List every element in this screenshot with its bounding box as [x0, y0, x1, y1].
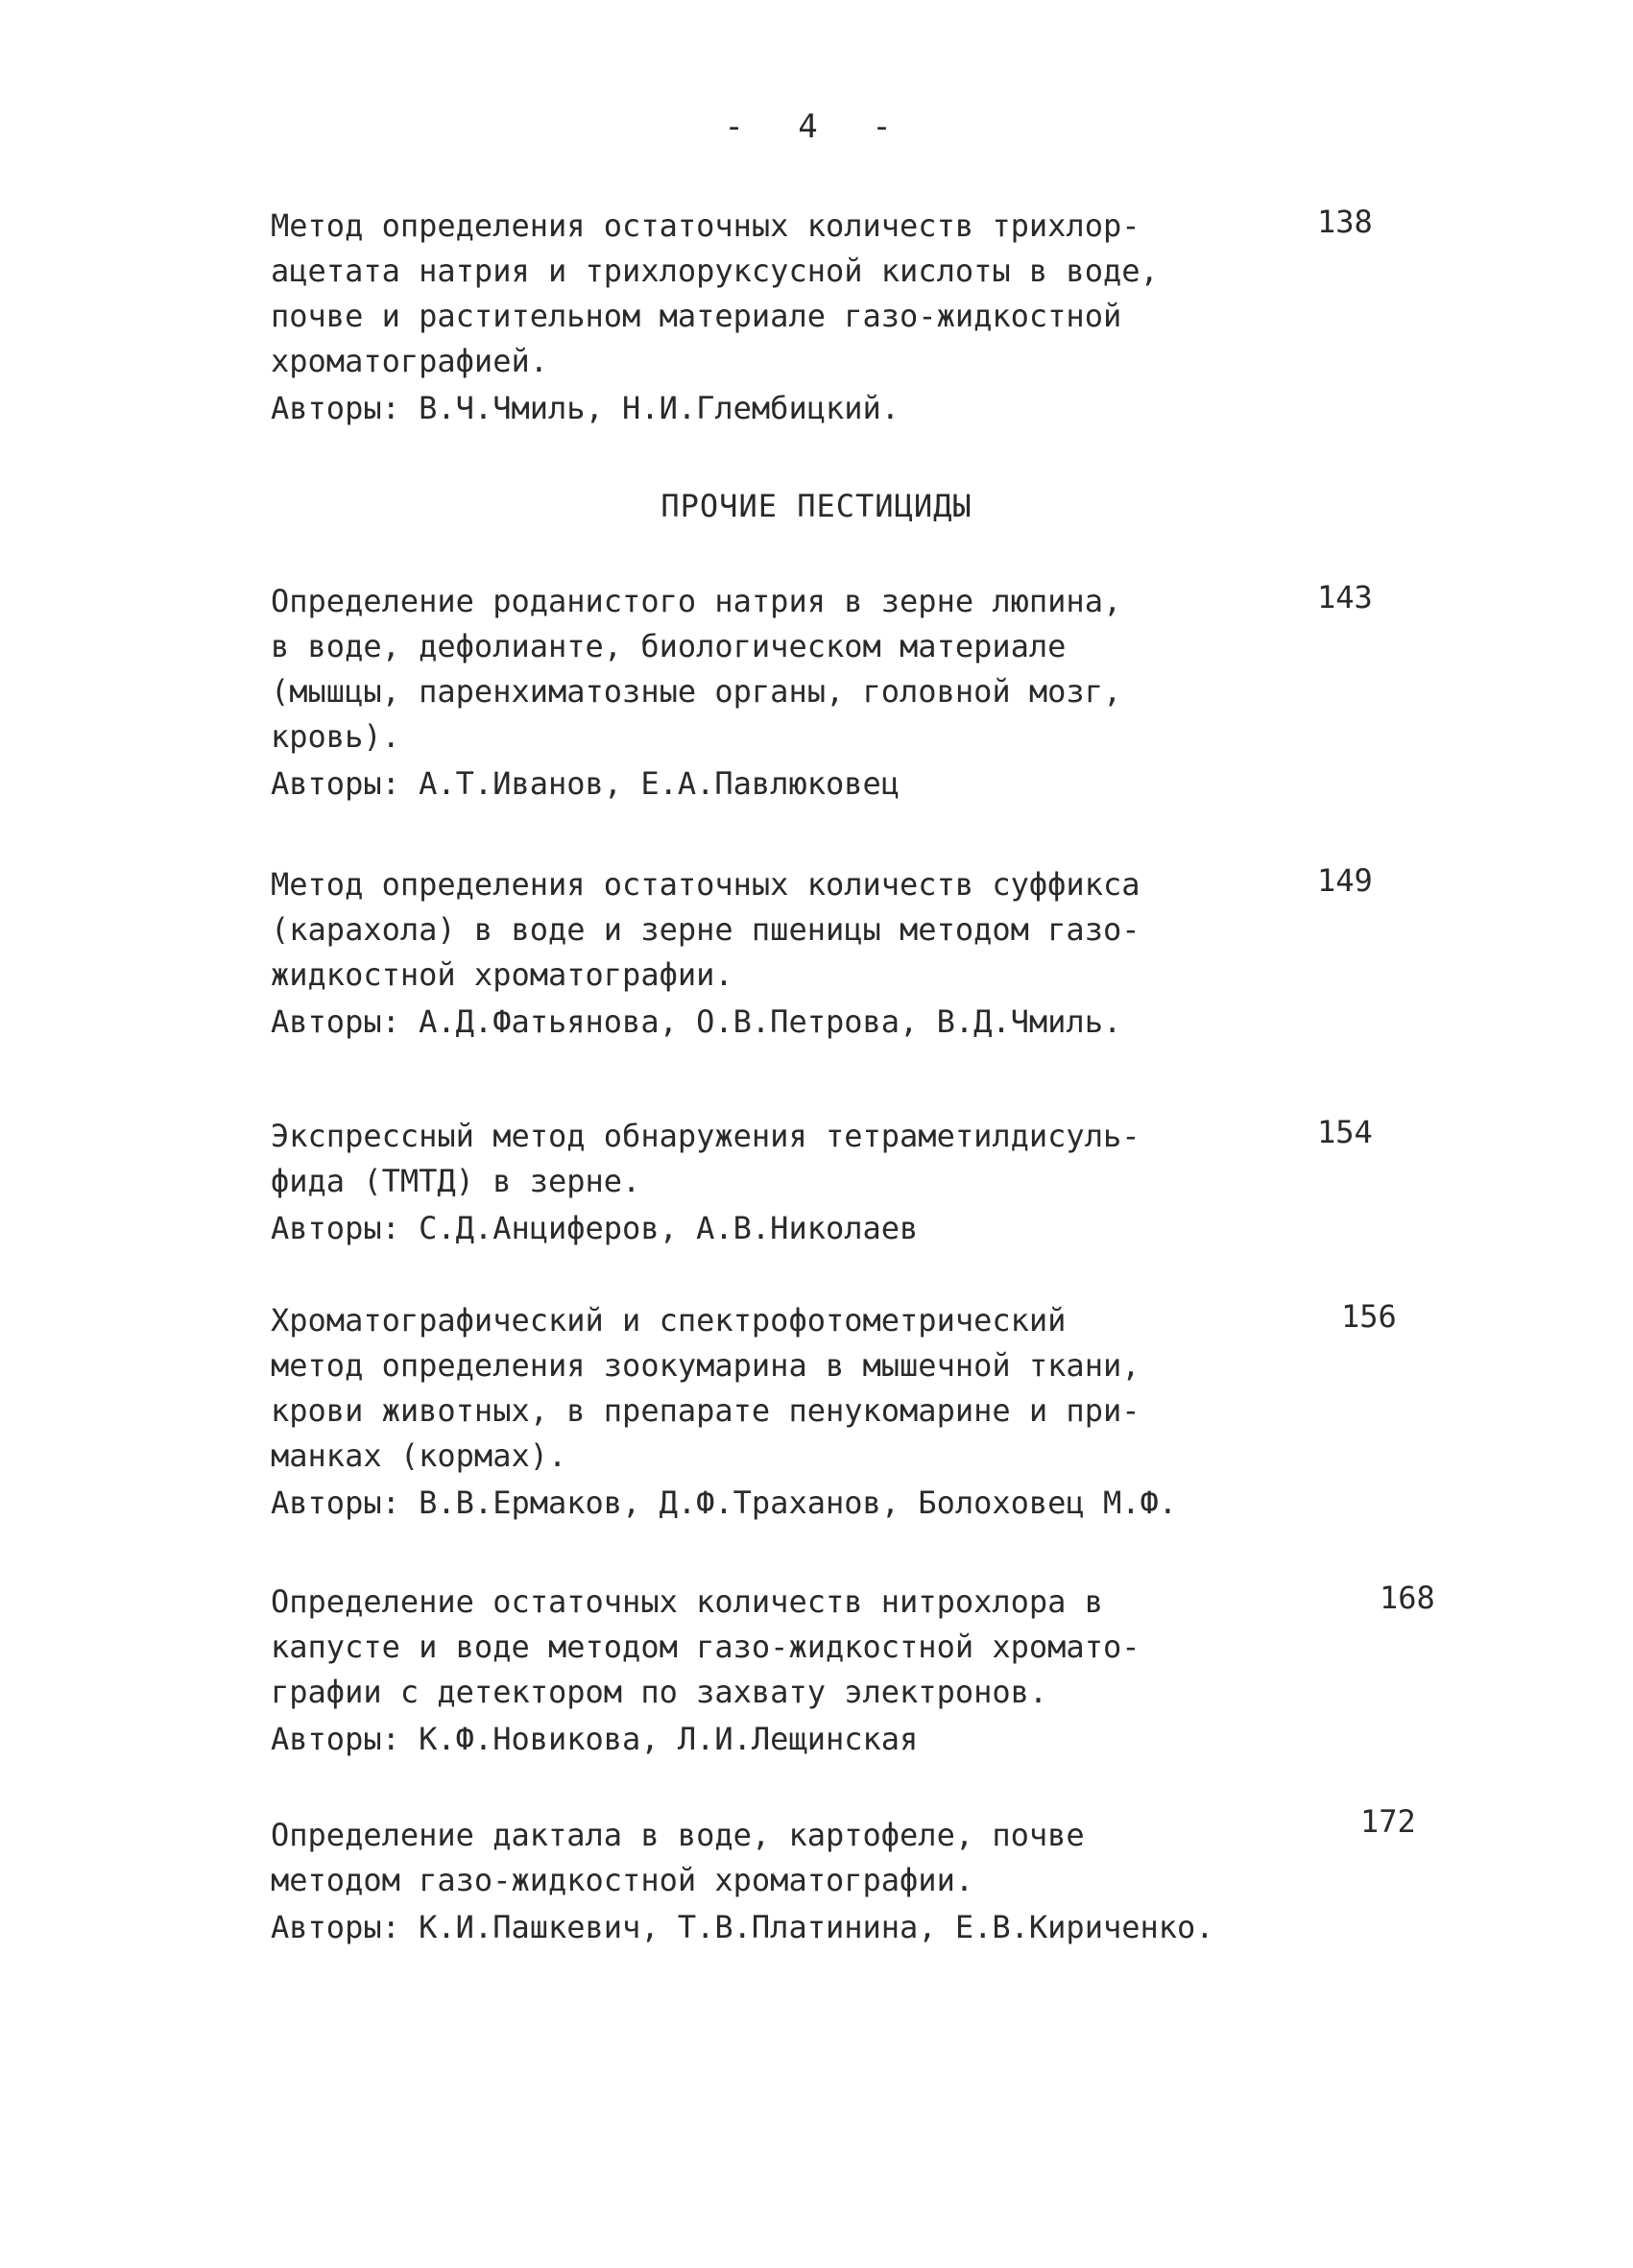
entry-authors: Авторы: С.Д.Анциферов, А.В.Николаев	[271, 1210, 919, 1246]
contents-entry	[271, 1580, 1435, 1762]
contents-entry	[271, 579, 1373, 807]
entry-title: Определение остаточных количеств нитрохлора в капусте и воде методом газо-жидкостной хромато- графии с детектором по захвату электронов.	[271, 1583, 1141, 1710]
entry-title: Метод определения остаточных количеств суффикса (карахола) в воде и зерне пшеницы методом газо- жидкостной хроматографии.	[271, 866, 1141, 993]
contents-entry	[271, 1114, 1373, 1251]
entry-authors: Авторы: В.Ч.Чмиль, Н.И.Глембицкий.	[271, 390, 901, 426]
entry-authors: Авторы: В.В.Ермаков, Д.Ф.Траханов, Болоховец М.Ф.	[271, 1484, 1178, 1521]
section-title: ПРОЧИЕ ПЕСТИЦИДЫ	[660, 488, 973, 524]
entry-page-number: 156	[1341, 1298, 1397, 1335]
entry-title: Метод определения остаточных количеств трихлор- ацетата натрия и трихлоруксусной кислоты в воде, почве и растительном материале газо-жидкостной хроматографией.	[271, 207, 1159, 379]
contents-entry	[271, 204, 1373, 431]
entry-title: Экспрессный метод обнаружения тетраметилдисуль- фида (ТМТД) в зерне.	[271, 1118, 1141, 1199]
entry-title: Хроматографический и спектрофотометрический метод определения зоокумарина в мышечной ткани, крови животных, в препарате пенукомарине и при- манках (кормах).	[271, 1302, 1141, 1474]
entry-title: Определение роданистого натрия в зерне люпина, в воде, дефолианте, биологическом материале (мышцы, паренхиматозные органы, головной мозг, кровь).	[271, 583, 1122, 755]
contents-entry	[271, 1803, 1416, 1950]
page-number: - 4 -	[724, 108, 909, 146]
entry-page-number: 143	[1317, 579, 1373, 615]
contents-entry	[271, 1298, 1397, 1526]
entry-authors: Авторы: А.Т.Иванов, Е.А.Павлюковец	[271, 765, 901, 802]
entry-authors: Авторы: К.И.Пашкевич, Т.В.Платинина, Е.В.Кириченко.	[271, 1909, 1214, 1945]
entry-page-number: 172	[1360, 1803, 1416, 1840]
entry-authors: Авторы: К.Ф.Новикова, Л.И.Лещинская	[271, 1721, 919, 1757]
entry-title: Определение дактала в воде, картофеле, почве методом газо-жидкостной хроматографии.	[271, 1817, 1085, 1898]
entry-page-number: 168	[1380, 1580, 1435, 1616]
entry-page-number: 154	[1317, 1114, 1373, 1150]
contents-entry	[271, 862, 1373, 1045]
entry-page-number: 138	[1317, 204, 1373, 240]
entry-authors: Авторы: А.Д.Фатьянова, О.В.Петрова, В.Д.Чмиль.	[271, 1003, 1122, 1040]
entry-page-number: 149	[1317, 862, 1373, 899]
